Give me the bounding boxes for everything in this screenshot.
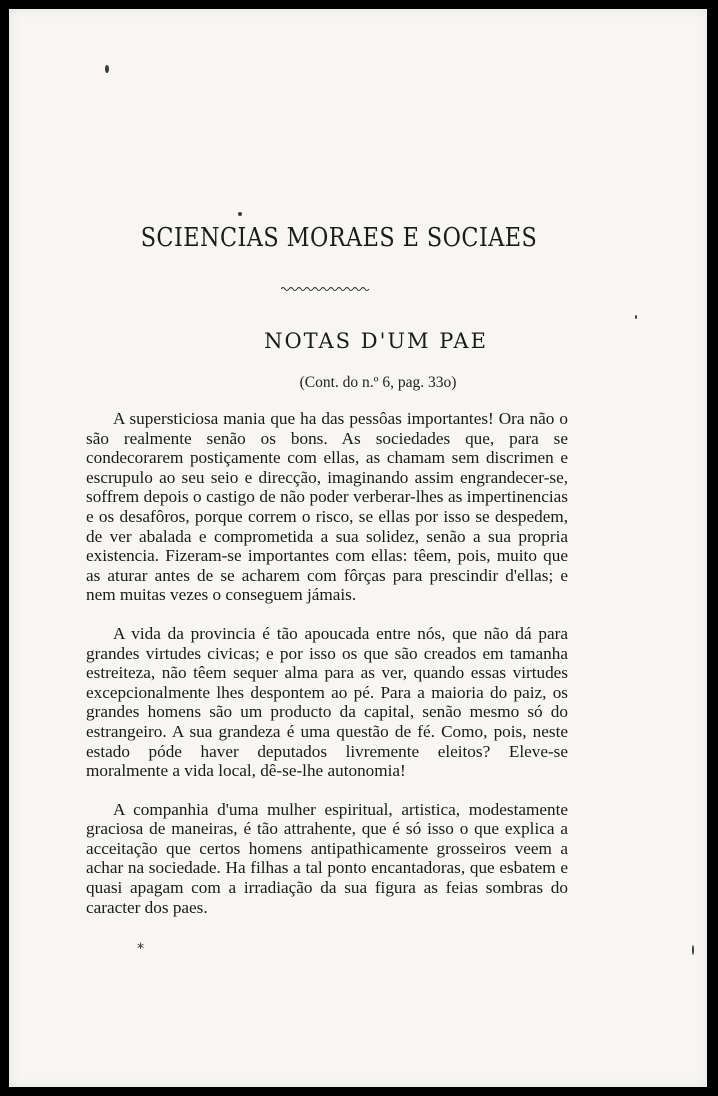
article-body [86, 409, 568, 917]
ink-speck [238, 212, 242, 216]
paragraph: A vida da provincia é tão apoucada entre nós, que não dá para grandes virtudes civicas; e por isso os que são creados em tamanha estreiteza, não têem sequer alma para as ver, quando essas virtudes excepcionalmente lhes despontem ao pé. Para a maioria do paiz, os grandes homens são um producto da capital, senão mesmo só do estrangeiro. A sua grandeza é uma questão de fé. Como, pois, neste estado póde haver deputados livremente eleitos? Eleve-se moralmente a vida local, dê-se-lhe autonomia! [86, 623, 568, 781]
paragraph: A supersticiosa mania que ha das pessôas importantes! Ora não o são realmente senão os bons. As sociedades que, para se condecorarem postiçamente com ellas, as chamam sem discrimen e escrupulo ao seu seio e direcção, imaginando assim engrandecer-se, soffrem depois o castigo de não poder verberar-lhes as impertinencias e os desafôros, porque correm o risco, se ellas por isso se despedem, de ver abalada e comprometida a sua solidez, senão a sua propria existencia. Fizeram-se importantes com ellas: têem, pois, muito que as aturar antes de se acharem com fôrças para prescindir d'ellas; e nem muitas vezes o conseguem jámais. [86, 409, 568, 605]
section-heading: SCIENCIAS MORAES E SOCIAES [140, 223, 538, 253]
ink-speck [635, 315, 637, 319]
wavy-divider-ornament [281, 286, 371, 292]
scanned-page [9, 9, 707, 1087]
article-title: NOTAS D'UM PAE [264, 329, 488, 353]
paragraph: A companhia d'uma mulher espiritual, artistica, modestamente graciosa de maneiras, é tão attrahente, que é só isso o que explica a acceitação que certos homens antipathicamente grosseiros veem a achar na sociedade. Ha filhas a tal ponto encantadoras, que esbatem e quasi apagam com a irradiação da sua figura as feias sombras do caracter dos paes. [86, 799, 568, 917]
continuation-note-row [9, 374, 707, 392]
continuation-note: (Cont. do n.º 6, pag. 33o) [299, 374, 457, 391]
article-title-row [9, 329, 707, 353]
ink-speck [105, 65, 109, 73]
section-break-asterisk: * [137, 941, 144, 957]
ink-speck [692, 945, 694, 955]
